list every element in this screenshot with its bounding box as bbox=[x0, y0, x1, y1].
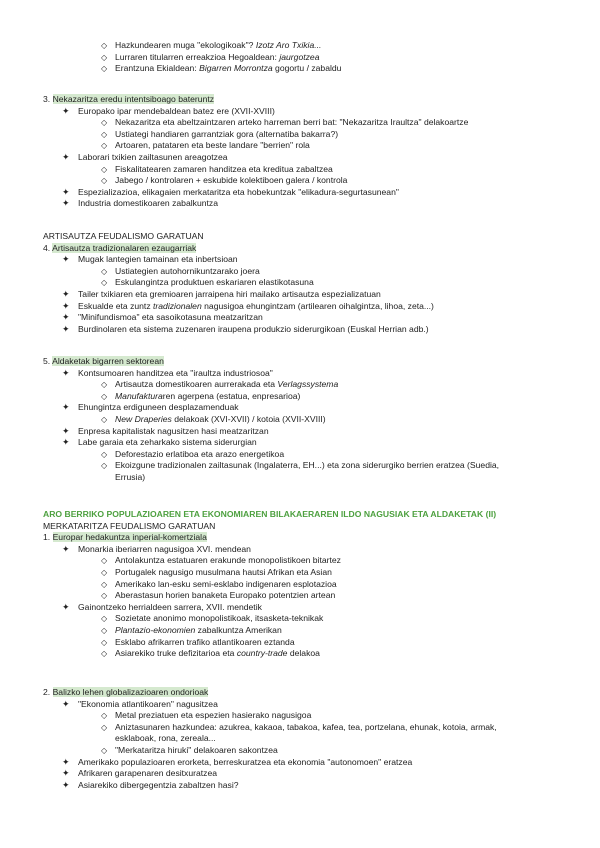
sub-bullet-item bbox=[0, 555, 600, 567]
diamond-bullet-icon: ◇ bbox=[101, 278, 108, 288]
diamond-bullet-icon: ◇ bbox=[101, 449, 108, 459]
sub-bullet-item bbox=[0, 579, 600, 591]
diamond-bullet-icon: ◇ bbox=[101, 118, 108, 128]
heading-number: 2. bbox=[43, 687, 53, 697]
star-bullet-icon: ✦ bbox=[62, 151, 70, 162]
heading-line bbox=[0, 521, 600, 533]
line-text: Mugak lantegien tamainan eta inbertsioan bbox=[78, 254, 238, 265]
heading-number: 3. bbox=[43, 94, 53, 104]
line-text-tail: nagusigoa ehungintzam (artilearen oihalgintza, lihoa, zeta...) bbox=[201, 300, 434, 311]
sub-bullet-item bbox=[0, 129, 600, 141]
star-bullet-icon: ✦ bbox=[62, 323, 70, 334]
diamond-bullet-icon: ◇ bbox=[101, 722, 108, 732]
bullet-item bbox=[0, 289, 600, 301]
line-text-tail: delakoa bbox=[287, 648, 320, 659]
star-bullet-icon: ✦ bbox=[62, 105, 70, 116]
bullet-item bbox=[0, 402, 600, 414]
diamond-bullet-icon: ◇ bbox=[101, 567, 108, 577]
sub-bullet-item bbox=[0, 140, 600, 152]
diamond-bullet-icon: ◇ bbox=[101, 129, 108, 139]
italic-term: Verlagssystema bbox=[277, 379, 339, 390]
star-bullet-icon: ✦ bbox=[62, 300, 70, 311]
heading-line bbox=[0, 231, 600, 243]
sub-bullet-item bbox=[0, 745, 600, 757]
line-text: Erantzuna Ekialdean: bbox=[115, 63, 200, 74]
diamond-bullet-icon: ◇ bbox=[101, 614, 108, 624]
star-bullet-icon: ✦ bbox=[62, 698, 70, 709]
line-text: Espezializazioa, elikagaien merkataritza eta hobekuntzak "elikadura-segurtasunean" bbox=[78, 186, 399, 197]
sub-bullet-item bbox=[0, 164, 600, 176]
sub-bullet-item bbox=[0, 117, 600, 129]
line-text: Ustiategi handiaren garrantziak gora (alternatiba bakarra?) bbox=[115, 128, 339, 139]
heading-line bbox=[0, 532, 600, 544]
highlighted-heading: Europar hedakuntza inperial-komertziala bbox=[52, 532, 207, 543]
sub-bullet-item bbox=[0, 449, 600, 461]
star-bullet-icon: ✦ bbox=[62, 437, 70, 448]
line-text: Asiarekiko dibergegentzia zabaltzen hasi? bbox=[78, 779, 239, 790]
bullet-item bbox=[0, 699, 600, 711]
sub-bullet-item bbox=[0, 613, 600, 625]
diamond-bullet-icon: ◇ bbox=[101, 461, 108, 471]
line-text: ARO BERRIKO POPULAZIOAREN ETA EKONOMIAREN BILAKAERAREN ILDO NAGUSIAK ETA ALDAKETAK (II) bbox=[43, 509, 497, 519]
line-text: Laborari txikien zailtasunen areagotzea bbox=[78, 151, 228, 162]
diamond-bullet-icon: ◇ bbox=[101, 591, 108, 601]
line-text: Gainontzeko herrialdeen sarrera, XVII. mendetik bbox=[78, 601, 262, 612]
line-text: Monarkia iberiarren nagusigoa XVI. mendean bbox=[78, 543, 251, 554]
sub-bullet-item bbox=[0, 648, 600, 660]
line-text: Afrikaren garapenaren desitxuratzea bbox=[78, 768, 218, 779]
line-text: Tailer txikiaren eta gremioaren jarraipena hiri mailako artisautza espezializatuan bbox=[78, 288, 381, 299]
bullet-item bbox=[0, 187, 600, 199]
star-bullet-icon: ✦ bbox=[62, 198, 70, 209]
text-section bbox=[0, 94, 600, 210]
italic-term: Manufaktura bbox=[115, 390, 163, 401]
line-text: MERKATARITZA FEUDALISMO GARATUAN bbox=[43, 520, 216, 531]
line-text: Aniztasunaren hazkundea: azukrea, kakaoa, tabakoa, kafea, tea, portzelana, ehunak, kotoia, armak, bbox=[115, 721, 497, 732]
sub-bullet-item bbox=[0, 710, 600, 722]
italic-term: Izotz Aro Txikia... bbox=[255, 40, 322, 50]
italic-term: country-trade bbox=[236, 648, 288, 659]
diamond-bullet-icon: ◇ bbox=[101, 64, 108, 74]
italic-term: tradizionalen bbox=[153, 300, 202, 311]
section-heading bbox=[0, 509, 600, 521]
diamond-bullet-icon: ◇ bbox=[101, 625, 108, 635]
italic-term: New Draperies bbox=[115, 413, 172, 424]
star-bullet-icon: ✦ bbox=[62, 425, 70, 436]
bullet-item bbox=[0, 368, 600, 380]
star-bullet-icon: ✦ bbox=[62, 402, 70, 413]
line-text: "Merkataritza hiruki" delakoaren sakontzea bbox=[115, 744, 278, 755]
line-text: Amerikako lan-esku semi-esklabo indigenaren esplotazioa bbox=[115, 578, 337, 589]
line-text-tail: delakoak (XVI-XVII) / kotoia (XVII-XVIII) bbox=[171, 413, 326, 424]
line-text: "Minifundismoa" eta sasoikotasuna meatzaritzan bbox=[78, 312, 263, 323]
star-bullet-icon: ✦ bbox=[62, 288, 70, 299]
line-text: Artisautza domestikoaren aurrerakada eta bbox=[115, 379, 278, 390]
star-bullet-icon: ✦ bbox=[62, 367, 70, 378]
sub-bullet-item bbox=[0, 590, 600, 602]
sub-bullet-item bbox=[0, 52, 600, 64]
diamond-bullet-icon: ◇ bbox=[101, 637, 108, 647]
highlighted-heading: Artisautza tradizionalaren ezaugarriak bbox=[52, 242, 197, 253]
italic-term: Plantazio-ekonomien bbox=[115, 624, 196, 635]
bullet-item bbox=[0, 768, 600, 780]
sub-bullet-item bbox=[0, 277, 600, 289]
line-text: Portugalek nagusigo musulmana hautsi Afrikan eta Asian bbox=[115, 566, 332, 577]
line-text: Fiskalitatearen zamaren handitzea eta kreditua zabaltzea bbox=[115, 163, 333, 174]
line-text: Amerikako populazioaren erorketa, berreskuratzea eta ekonomia "autonomoen" eratzea bbox=[78, 756, 413, 767]
text-section bbox=[0, 509, 600, 660]
sub-bullet-item bbox=[0, 567, 600, 579]
heading-line bbox=[0, 243, 600, 255]
sub-bullet-item bbox=[0, 266, 600, 278]
sub-bullet-item bbox=[0, 625, 600, 637]
star-bullet-icon: ✦ bbox=[62, 768, 70, 779]
heading-line bbox=[0, 94, 600, 106]
line-text: Labe garaia eta zeharkako sistema siderurgian bbox=[78, 437, 257, 448]
line-text: Eskulangintza produktuen eskariaren elastikotasuna bbox=[115, 277, 314, 288]
sub-bullet-item bbox=[0, 63, 600, 75]
heading-number: 1. bbox=[43, 532, 53, 543]
diamond-bullet-icon: ◇ bbox=[101, 649, 108, 659]
line-text: Ustiategien autohornikuntzarako joera bbox=[115, 265, 260, 276]
bullet-item bbox=[0, 312, 600, 324]
line-text: Nekazaritza eta abeltzaintzaren arteko harreman berri bat: "Nekazaritza Iraultza" delakoartze bbox=[115, 117, 469, 128]
line-text: Hazkundearen muga "ekologikoak"? bbox=[115, 40, 256, 50]
line-text: Eskualde eta zuntz bbox=[78, 300, 154, 311]
diamond-bullet-icon: ◇ bbox=[101, 579, 108, 589]
star-bullet-icon: ✦ bbox=[62, 186, 70, 197]
line-text: Lurraren titularren erreakzioa Hegoaldean: bbox=[115, 51, 280, 62]
line-text: Errusia) bbox=[115, 471, 146, 482]
sub-bullet-item bbox=[0, 722, 600, 734]
bullet-item bbox=[0, 106, 600, 118]
text-section bbox=[0, 40, 600, 75]
bullet-item bbox=[0, 757, 600, 769]
sub-bullet-item bbox=[0, 460, 600, 472]
heading-line bbox=[0, 356, 600, 368]
bullet-item bbox=[0, 152, 600, 164]
line-text-tail: gogortu / zabaldu bbox=[272, 63, 342, 74]
bullet-item bbox=[0, 780, 600, 792]
line-text: Jabego / kontrolaren + eskubide kolektiboen galera / kontrola bbox=[115, 175, 348, 186]
italic-term: jaurgotzea bbox=[279, 51, 320, 62]
heading-number: 4. bbox=[43, 242, 53, 253]
line-text-tail: ren agerpena (estatua, enpresarioa) bbox=[162, 390, 301, 401]
line-text: Artoaren, patataren eta beste landare "berrien" rola bbox=[115, 140, 310, 151]
sub-bullet-item bbox=[0, 40, 600, 52]
line-text: esklaboak, rona, zereala... bbox=[115, 733, 216, 744]
line-text: Ehungintza erdiguneen desplazamenduak bbox=[78, 402, 239, 413]
sub-bullet-item bbox=[0, 175, 600, 187]
highlighted-heading: Nekazaritza eredu intentsiboago bateruntz bbox=[52, 94, 215, 104]
sub-bullet-item bbox=[0, 414, 600, 426]
line-text: Burdinolaren eta sistema zuzenaren iraupena produkzio siderurgikoan (Euskal Herrian adb.) bbox=[78, 323, 429, 334]
heading-number: 5. bbox=[43, 356, 53, 366]
diamond-bullet-icon: ◇ bbox=[101, 176, 108, 186]
sub-bullet-item bbox=[0, 733, 600, 745]
star-bullet-icon: ✦ bbox=[62, 254, 70, 265]
star-bullet-icon: ✦ bbox=[62, 779, 70, 790]
line-text: "Ekonomia atlantikoaren" nagusitzea bbox=[78, 698, 218, 709]
diamond-bullet-icon: ◇ bbox=[101, 266, 108, 276]
diamond-bullet-icon: ◇ bbox=[101, 711, 108, 721]
line-text: Ekoizgune tradizionalen zailtasunak (Ingalaterra, EH...) eta zona siderurgiko berrien eratzea (Suedia, bbox=[115, 460, 500, 471]
line-text: Deforestazio erlatiboa eta arazo energetikoa bbox=[115, 448, 285, 459]
line-text-tail: zabalkuntza Amerikan bbox=[195, 624, 282, 635]
bullet-item bbox=[0, 198, 600, 210]
star-bullet-icon: ✦ bbox=[62, 756, 70, 767]
diamond-bullet-icon: ◇ bbox=[101, 391, 108, 401]
line-text: ARTISAUTZA FEUDALISMO GARATUAN bbox=[43, 231, 204, 241]
line-text: Aberastasun horien banaketa Europako potentzien artean bbox=[115, 590, 336, 601]
line-text: Industria domestikoaren zabalkuntza bbox=[78, 198, 218, 209]
text-section bbox=[0, 231, 600, 335]
star-bullet-icon: ✦ bbox=[62, 543, 70, 554]
text-section bbox=[0, 687, 600, 791]
line-text: Kontsumoaren handitzea eta "iraultza industriosoa" bbox=[78, 367, 273, 378]
highlighted-heading: Balizko lehen globalizazioaren ondorioak bbox=[52, 687, 209, 697]
sub-bullet-item bbox=[0, 637, 600, 649]
line-text: Antolakuntza estatuaren erakunde monopolistikoen bitartez bbox=[115, 555, 341, 566]
bullet-item bbox=[0, 301, 600, 313]
diamond-bullet-icon: ◇ bbox=[101, 745, 108, 755]
bullet-item bbox=[0, 426, 600, 438]
bullet-item bbox=[0, 254, 600, 266]
star-bullet-icon: ✦ bbox=[62, 601, 70, 612]
diamond-bullet-icon: ◇ bbox=[101, 52, 108, 62]
line-text: Enpresa kapitalistak nagusitzen hasi meatzaritzan bbox=[78, 425, 269, 436]
diamond-bullet-icon: ◇ bbox=[101, 380, 108, 390]
line-text: Asiarekiko truke defizitarioa eta bbox=[115, 648, 237, 659]
star-bullet-icon: ✦ bbox=[62, 312, 70, 323]
diamond-bullet-icon: ◇ bbox=[101, 556, 108, 566]
line-text: Europako ipar mendebaldean batez ere (XVII-XVIII) bbox=[78, 105, 275, 116]
line-text: Sozietate anonimo monopolistikoak, itsasketa-teknikak bbox=[115, 613, 324, 624]
diamond-bullet-icon: ◇ bbox=[101, 41, 108, 50]
sub-bullet-item bbox=[0, 472, 600, 484]
diamond-bullet-icon: ◇ bbox=[101, 141, 108, 151]
diamond-bullet-icon: ◇ bbox=[101, 164, 108, 174]
bullet-item bbox=[0, 544, 600, 556]
highlighted-heading: Aldaketak bigarren sektorean bbox=[52, 356, 164, 366]
bullet-item bbox=[0, 437, 600, 449]
sub-bullet-item bbox=[0, 379, 600, 391]
diamond-bullet-icon: ◇ bbox=[101, 414, 108, 424]
line-text: Esklabo afrikarren trafiko atlantikoaren eztanda bbox=[115, 636, 295, 647]
italic-term: Bigarren Morrontza bbox=[199, 63, 273, 74]
bullet-item bbox=[0, 602, 600, 614]
text-section bbox=[0, 356, 600, 484]
heading-line bbox=[0, 687, 600, 699]
bullet-item bbox=[0, 324, 600, 336]
sub-bullet-item bbox=[0, 391, 600, 403]
line-text: Metal preziatuen eta espezien hasierako nagusigoa bbox=[115, 710, 312, 721]
